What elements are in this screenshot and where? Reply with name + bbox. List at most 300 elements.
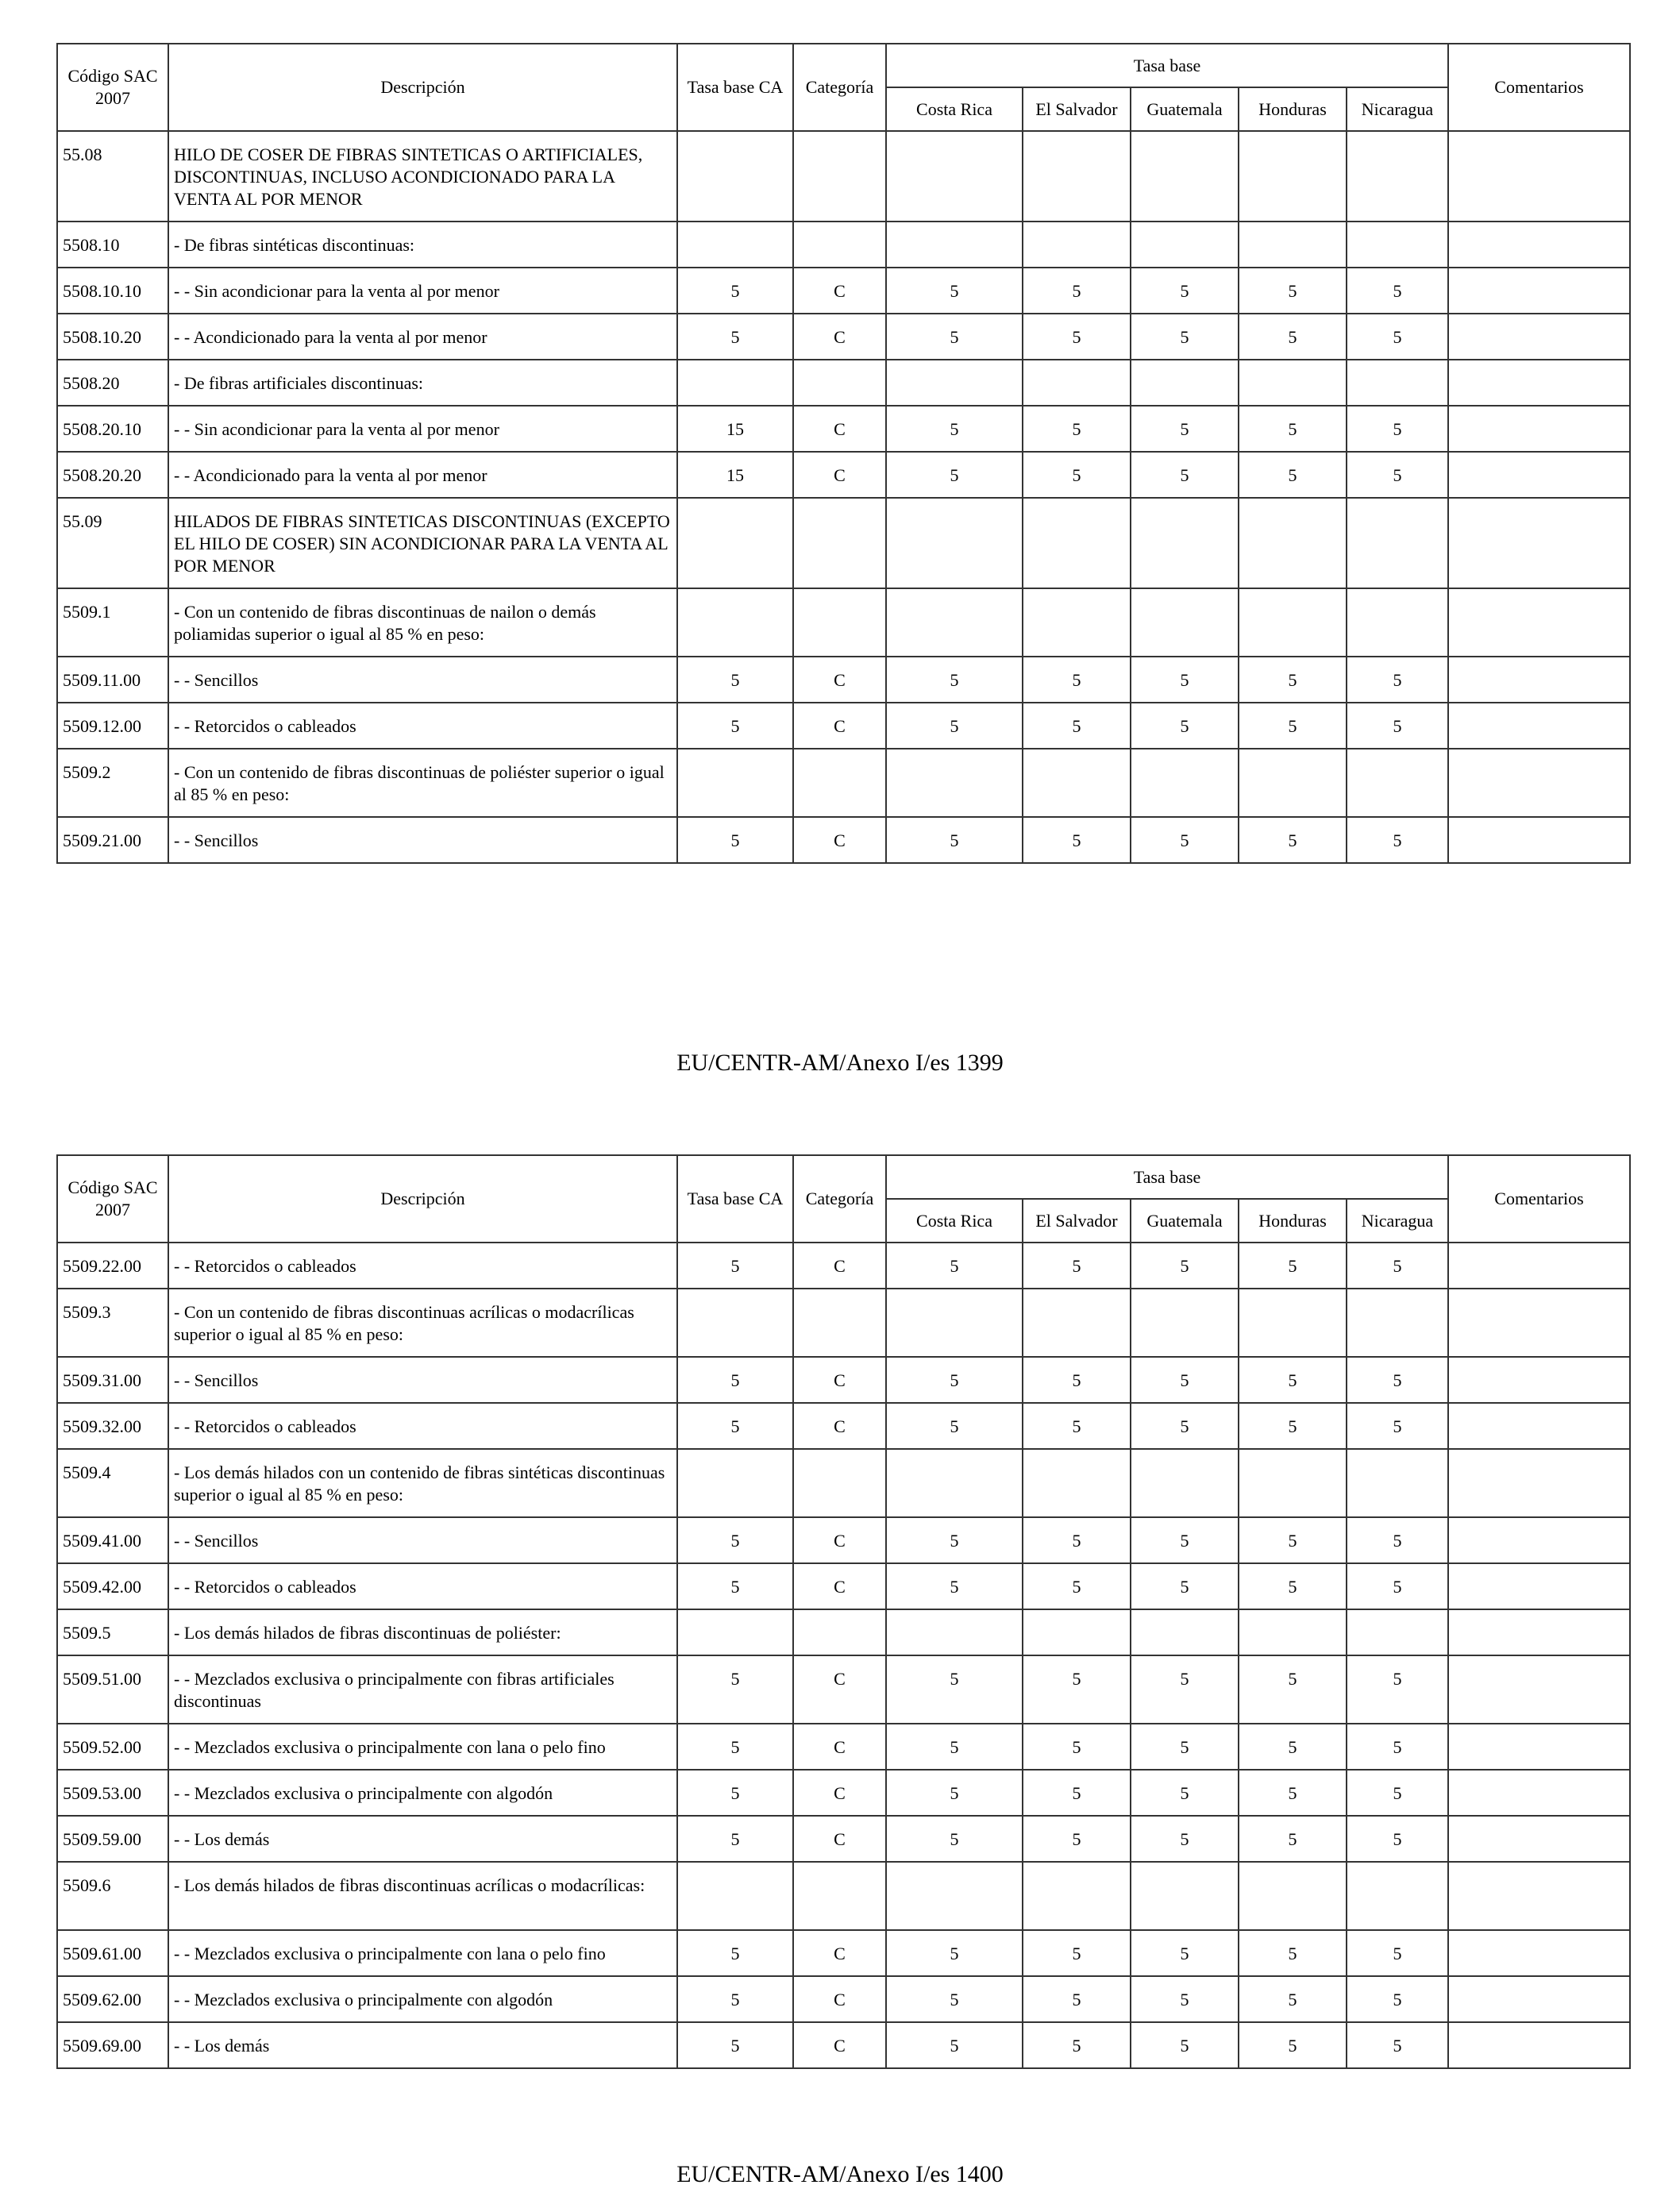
cell-code: 55.09 [57,498,168,588]
cell-costa-rica: 5 [886,314,1023,360]
cell-el-salvador: 5 [1023,452,1131,498]
cell-comments [1448,452,1630,498]
cell-honduras [1239,360,1347,406]
cell-base-rate-ca [677,1449,793,1517]
cell-nicaragua: 5 [1347,1816,1448,1862]
cell-description: - Con un contenido de fibras discontinuas de nailon o demás poliamidas superior o igual al 85 % en peso: [168,588,677,657]
cell-category: C [793,452,886,498]
header-category: Categoría [793,1155,886,1243]
header-code: Código SAC 2007 [57,1155,168,1243]
cell-el-salvador: 5 [1023,1655,1131,1724]
cell-nicaragua [1347,222,1448,268]
cell-guatemala: 5 [1131,268,1239,314]
cell-honduras: 5 [1239,1517,1347,1563]
cell-code: 5509.22.00 [57,1243,168,1289]
cell-comments [1448,1976,1630,2022]
cell-comments [1448,1724,1630,1770]
cell-code: 5509.31.00 [57,1357,168,1403]
cell-code: 5509.12.00 [57,703,168,749]
cell-el-salvador: 5 [1023,1724,1131,1770]
cell-code: 5509.41.00 [57,1517,168,1563]
cell-el-salvador: 5 [1023,1816,1131,1862]
cell-guatemala: 5 [1131,1976,1239,2022]
cell-code: 5509.59.00 [57,1816,168,1862]
cell-nicaragua: 5 [1347,2022,1448,2068]
cell-honduras [1239,749,1347,817]
cell-code: 5509.53.00 [57,1770,168,1816]
cell-guatemala [1131,1609,1239,1655]
cell-comments [1448,2022,1630,2068]
cell-costa-rica [886,131,1023,222]
cell-guatemala [1131,588,1239,657]
cell-costa-rica: 5 [886,1976,1023,2022]
cell-comments [1448,268,1630,314]
cell-description: - - Los demás [168,2022,677,2068]
cell-base-rate-ca: 5 [677,1403,793,1449]
cell-nicaragua: 5 [1347,1976,1448,2022]
cell-el-salvador [1023,131,1131,222]
cell-comments [1448,1517,1630,1563]
cell-code: 5509.62.00 [57,1976,168,2022]
table-row [57,2022,1630,2068]
cell-category [793,1449,886,1517]
cell-guatemala: 5 [1131,2022,1239,2068]
header-base-rate-ca: Tasa base CA [677,1155,793,1243]
cell-nicaragua [1347,588,1448,657]
cell-nicaragua [1347,1862,1448,1930]
cell-guatemala: 5 [1131,1816,1239,1862]
cell-comments [1448,588,1630,657]
cell-comments [1448,222,1630,268]
cell-code: 5509.11.00 [57,657,168,703]
cell-base-rate-ca: 5 [677,1816,793,1862]
header-comments: Comentarios [1448,1155,1630,1243]
cell-el-salvador [1023,1289,1131,1357]
cell-description: - - Acondicionado para la venta al por menor [168,452,677,498]
table-row [57,314,1630,360]
cell-code: 5509.3 [57,1289,168,1357]
table-row [57,1563,1630,1609]
cell-comments [1448,406,1630,452]
cell-costa-rica [886,360,1023,406]
cell-el-salvador [1023,588,1131,657]
cell-code: 5508.10.20 [57,314,168,360]
cell-code: 5509.21.00 [57,817,168,863]
page-footer: EU/CENTR-AM/Anexo I/es 1400 [676,2161,1004,2187]
cell-nicaragua: 5 [1347,1930,1448,1976]
cell-guatemala: 5 [1131,1517,1239,1563]
cell-guatemala: 5 [1131,703,1239,749]
header-comments: Comentarios [1448,44,1630,131]
cell-comments [1448,498,1630,588]
cell-el-salvador: 5 [1023,1403,1131,1449]
cell-guatemala [1131,749,1239,817]
cell-guatemala [1131,1862,1239,1930]
cell-description: - - Sin acondicionar para la venta al por menor [168,268,677,314]
cell-description: - De fibras artificiales discontinuas: [168,360,677,406]
cell-el-salvador: 5 [1023,1770,1131,1816]
cell-base-rate-ca [677,222,793,268]
cell-honduras: 5 [1239,1243,1347,1289]
cell-el-salvador: 5 [1023,2022,1131,2068]
cell-honduras: 5 [1239,1563,1347,1609]
table-row [57,1655,1630,1724]
table-row [57,1289,1630,1357]
cell-code: 5508.10.10 [57,268,168,314]
cell-costa-rica: 5 [886,406,1023,452]
table-row [57,1724,1630,1770]
cell-category: C [793,1563,886,1609]
cell-costa-rica [886,1609,1023,1655]
header-country-guatemala: Guatemala [1131,1199,1239,1243]
cell-honduras: 5 [1239,314,1347,360]
cell-base-rate-ca: 5 [677,314,793,360]
cell-costa-rica: 5 [886,1655,1023,1724]
table-row [57,1403,1630,1449]
cell-category: C [793,1930,886,1976]
cell-el-salvador: 5 [1023,314,1131,360]
cell-comments [1448,131,1630,222]
cell-nicaragua [1347,360,1448,406]
cell-base-rate-ca: 5 [677,817,793,863]
cell-code: 5509.1 [57,588,168,657]
cell-description: - Con un contenido de fibras discontinuas de poliéster superior o igual al 85 % en peso: [168,749,677,817]
tariff-table [56,43,1631,864]
cell-category: C [793,314,886,360]
cell-costa-rica: 5 [886,1770,1023,1816]
cell-guatemala: 5 [1131,1243,1239,1289]
cell-category: C [793,1517,886,1563]
cell-base-rate-ca [677,498,793,588]
cell-costa-rica: 5 [886,703,1023,749]
cell-code: 5509.4 [57,1449,168,1517]
header-code: Código SAC 2007 [57,44,168,131]
cell-base-rate-ca: 5 [677,1517,793,1563]
cell-guatemala: 5 [1131,452,1239,498]
cell-description: - Los demás hilados con un contenido de fibras sintéticas discontinuas superior o igual al 85 % en peso: [168,1449,677,1517]
table-row [57,1976,1630,2022]
table-row [57,1517,1630,1563]
cell-description: - - Retorcidos o cableados [168,1563,677,1609]
table-row [57,1862,1630,1930]
cell-code: 5508.20 [57,360,168,406]
cell-honduras: 5 [1239,657,1347,703]
cell-category: C [793,817,886,863]
cell-nicaragua: 5 [1347,1403,1448,1449]
table-row [57,1816,1630,1862]
cell-guatemala [1131,1289,1239,1357]
cell-description: - Los demás hilados de fibras discontinuas acrílicas o modacrílicas: [168,1862,677,1930]
cell-guatemala: 5 [1131,1655,1239,1724]
cell-comments [1448,1563,1630,1609]
cell-comments [1448,749,1630,817]
cell-base-rate-ca: 5 [677,1655,793,1724]
cell-base-rate-ca: 5 [677,703,793,749]
cell-category: C [793,703,886,749]
cell-description: - - Mezclados exclusiva o principalmente con algodón [168,1976,677,2022]
cell-honduras: 5 [1239,1770,1347,1816]
cell-category [793,498,886,588]
header-country-guatemala: Guatemala [1131,87,1239,131]
cell-description: HILO DE COSER DE FIBRAS SINTETICAS O ARTIFICIALES, DISCONTINUAS, INCLUSO ACONDICIONADO PARA LA VENTA AL POR MENOR [168,131,677,222]
cell-description: HILADOS DE FIBRAS SINTETICAS DISCONTINUAS (EXCEPTO EL HILO DE COSER) SIN ACONDICIONAR PARA LA VENTA AL POR MENOR [168,498,677,588]
header-base-rate: Tasa base [886,1155,1448,1199]
cell-costa-rica [886,1449,1023,1517]
cell-category [793,1609,886,1655]
cell-code: 5508.10 [57,222,168,268]
cell-comments [1448,1403,1630,1449]
header-country-costa-rica: Costa Rica [886,87,1023,131]
cell-description: - - Retorcidos o cableados [168,1403,677,1449]
cell-comments [1448,657,1630,703]
cell-el-salvador: 5 [1023,268,1131,314]
cell-honduras: 5 [1239,1724,1347,1770]
cell-base-rate-ca: 5 [677,1976,793,2022]
cell-costa-rica: 5 [886,1243,1023,1289]
cell-nicaragua: 5 [1347,1243,1448,1289]
cell-description: - - Mezclados exclusiva o principalmente con lana o pelo fino [168,1724,677,1770]
cell-honduras: 5 [1239,1930,1347,1976]
cell-honduras: 5 [1239,1655,1347,1724]
cell-nicaragua [1347,1449,1448,1517]
header-country-el-salvador: El Salvador [1023,1199,1131,1243]
cell-el-salvador [1023,1449,1131,1517]
cell-costa-rica: 5 [886,452,1023,498]
cell-nicaragua [1347,131,1448,222]
cell-guatemala [1131,1449,1239,1517]
cell-guatemala: 5 [1131,1403,1239,1449]
cell-comments [1448,1816,1630,1862]
cell-guatemala [1131,498,1239,588]
cell-comments [1448,360,1630,406]
cell-code: 5509.61.00 [57,1930,168,1976]
cell-description: - - Retorcidos o cableados [168,703,677,749]
cell-nicaragua: 5 [1347,452,1448,498]
cell-guatemala: 5 [1131,1724,1239,1770]
header-base-rate-ca: Tasa base CA [677,44,793,131]
cell-guatemala: 5 [1131,1930,1239,1976]
cell-code: 5509.51.00 [57,1655,168,1724]
cell-comments [1448,1862,1630,1930]
cell-description: - Con un contenido de fibras discontinuas acrílicas o modacrílicas superior o igual al 85 % en peso: [168,1289,677,1357]
table-row [57,703,1630,749]
cell-el-salvador [1023,1862,1131,1930]
cell-honduras: 5 [1239,2022,1347,2068]
cell-guatemala: 5 [1131,1357,1239,1403]
cell-base-rate-ca: 5 [677,1357,793,1403]
cell-code: 5509.5 [57,1609,168,1655]
table-row [57,1449,1630,1517]
cell-costa-rica: 5 [886,1517,1023,1563]
cell-costa-rica [886,749,1023,817]
cell-comments [1448,817,1630,863]
cell-costa-rica [886,222,1023,268]
page-footer: EU/CENTR-AM/Anexo I/es 1399 [676,1050,1004,1076]
cell-nicaragua: 5 [1347,1655,1448,1724]
cell-category [793,222,886,268]
cell-costa-rica [886,1289,1023,1357]
cell-comments [1448,1609,1630,1655]
header-description: Descripción [168,1155,677,1243]
table-row [57,222,1630,268]
cell-base-rate-ca [677,1862,793,1930]
cell-description: - - Mezclados exclusiva o principalmente con fibras artificiales discontinuas [168,1655,677,1724]
cell-honduras [1239,131,1347,222]
cell-honduras: 5 [1239,817,1347,863]
cell-base-rate-ca: 15 [677,452,793,498]
cell-category: C [793,1770,886,1816]
header-category: Categoría [793,44,886,131]
cell-guatemala: 5 [1131,314,1239,360]
cell-costa-rica [886,588,1023,657]
header-country-el-salvador: El Salvador [1023,87,1131,131]
cell-code: 5509.52.00 [57,1724,168,1770]
cell-base-rate-ca: 5 [677,1243,793,1289]
cell-honduras: 5 [1239,268,1347,314]
cell-honduras [1239,588,1347,657]
cell-category: C [793,1655,886,1724]
cell-guatemala: 5 [1131,1770,1239,1816]
cell-costa-rica: 5 [886,268,1023,314]
cell-category [793,588,886,657]
table-row [57,131,1630,222]
cell-nicaragua: 5 [1347,1517,1448,1563]
cell-el-salvador: 5 [1023,817,1131,863]
cell-description: - - Sin acondicionar para la venta al por menor [168,406,677,452]
tariff-table [56,1154,1631,2069]
cell-base-rate-ca [677,131,793,222]
cell-nicaragua: 5 [1347,657,1448,703]
cell-el-salvador [1023,1609,1131,1655]
cell-description: - - Mezclados exclusiva o principalmente con algodón [168,1770,677,1816]
header-description: Descripción [168,44,677,131]
table-row [57,1357,1630,1403]
table-row [57,498,1630,588]
table-row [57,1609,1630,1655]
cell-el-salvador [1023,360,1131,406]
table-row [57,406,1630,452]
cell-code: 5509.42.00 [57,1563,168,1609]
header-base-rate: Tasa base [886,44,1448,87]
cell-guatemala [1131,222,1239,268]
cell-honduras [1239,1862,1347,1930]
cell-description: - - Retorcidos o cableados [168,1243,677,1289]
cell-costa-rica: 5 [886,1357,1023,1403]
cell-honduras: 5 [1239,1357,1347,1403]
cell-nicaragua: 5 [1347,314,1448,360]
cell-comments [1448,314,1630,360]
cell-honduras: 5 [1239,1976,1347,2022]
cell-honduras [1239,498,1347,588]
cell-costa-rica: 5 [886,657,1023,703]
cell-comments [1448,1449,1630,1517]
header-country-costa-rica: Costa Rica [886,1199,1023,1243]
table-row [57,268,1630,314]
cell-el-salvador: 5 [1023,1930,1131,1976]
table-row [57,452,1630,498]
cell-comments [1448,1655,1630,1724]
cell-comments [1448,1289,1630,1357]
cell-costa-rica [886,1862,1023,1930]
cell-base-rate-ca [677,1609,793,1655]
cell-base-rate-ca: 15 [677,406,793,452]
cell-honduras [1239,1449,1347,1517]
cell-el-salvador: 5 [1023,703,1131,749]
cell-base-rate-ca: 5 [677,1930,793,1976]
cell-description: - De fibras sintéticas discontinuas: [168,222,677,268]
cell-description: - - Los demás [168,1816,677,1862]
cell-nicaragua [1347,1609,1448,1655]
cell-costa-rica [886,498,1023,588]
cell-el-salvador: 5 [1023,1243,1131,1289]
cell-nicaragua: 5 [1347,406,1448,452]
cell-nicaragua [1347,498,1448,588]
header-country-nicaragua: Nicaragua [1347,87,1448,131]
cell-category: C [793,1243,886,1289]
cell-honduras: 5 [1239,703,1347,749]
cell-costa-rica: 5 [886,1724,1023,1770]
cell-code: 5508.20.10 [57,406,168,452]
cell-guatemala [1131,131,1239,222]
cell-category: C [793,406,886,452]
cell-code: 5509.69.00 [57,2022,168,2068]
cell-category: C [793,1403,886,1449]
cell-nicaragua [1347,749,1448,817]
table-row [57,1930,1630,1976]
cell-el-salvador: 5 [1023,1976,1131,2022]
cell-category: C [793,2022,886,2068]
cell-description: - Los demás hilados de fibras discontinuas de poliéster: [168,1609,677,1655]
cell-code: 5509.2 [57,749,168,817]
cell-honduras: 5 [1239,1816,1347,1862]
cell-comments [1448,1357,1630,1403]
cell-category [793,360,886,406]
cell-category: C [793,1976,886,2022]
cell-description: - - Sencillos [168,1517,677,1563]
cell-nicaragua: 5 [1347,703,1448,749]
cell-category [793,749,886,817]
cell-comments [1448,1243,1630,1289]
cell-base-rate-ca [677,588,793,657]
cell-code: 55.08 [57,131,168,222]
cell-category: C [793,1357,886,1403]
cell-description: - - Acondicionado para la venta al por menor [168,314,677,360]
cell-honduras [1239,1609,1347,1655]
cell-el-salvador: 5 [1023,1517,1131,1563]
cell-code: 5509.32.00 [57,1403,168,1449]
cell-comments [1448,1770,1630,1816]
cell-base-rate-ca: 5 [677,1770,793,1816]
cell-base-rate-ca: 5 [677,1563,793,1609]
cell-comments [1448,1930,1630,1976]
cell-costa-rica: 5 [886,1403,1023,1449]
cell-el-salvador [1023,498,1131,588]
cell-base-rate-ca: 5 [677,657,793,703]
cell-category: C [793,1724,886,1770]
table-row [57,657,1630,703]
cell-base-rate-ca [677,1289,793,1357]
cell-comments [1448,703,1630,749]
cell-description: - - Mezclados exclusiva o principalmente con lana o pelo fino [168,1930,677,1976]
table-row [57,817,1630,863]
cell-el-salvador [1023,222,1131,268]
cell-nicaragua: 5 [1347,268,1448,314]
cell-honduras [1239,1289,1347,1357]
cell-nicaragua [1347,1289,1448,1357]
table-row [57,360,1630,406]
cell-description: - - Sencillos [168,657,677,703]
cell-nicaragua: 5 [1347,1724,1448,1770]
